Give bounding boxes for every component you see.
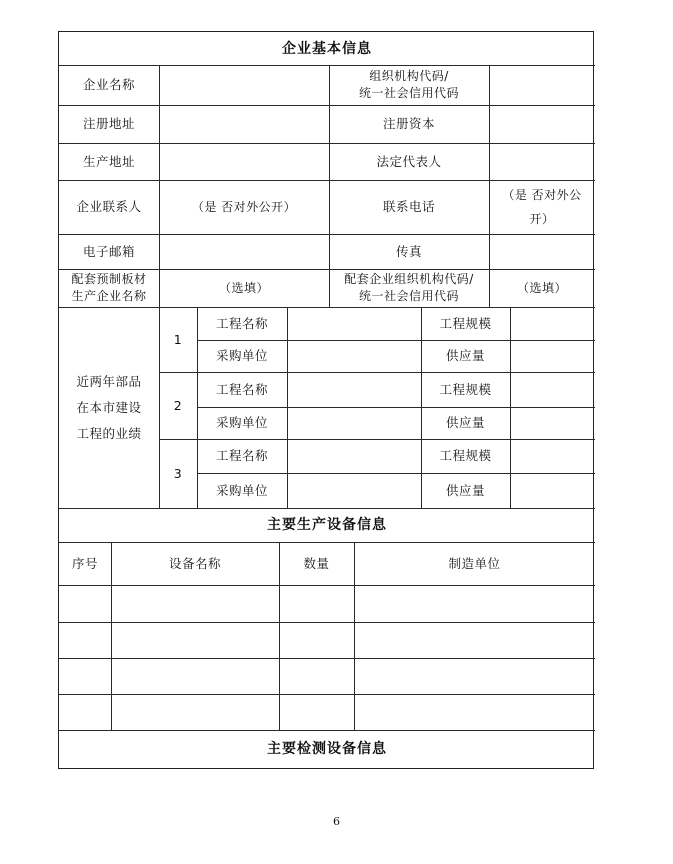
org-code-label: 组织机构代码/ 统一社会信用代码 bbox=[358, 69, 459, 100]
email-label: 电子邮箱 bbox=[82, 243, 135, 259]
registered-address-field[interactable] bbox=[159, 105, 329, 143]
project-name-field[interactable] bbox=[287, 439, 421, 473]
page-number: 6 bbox=[333, 815, 340, 828]
table-row-equipment-name[interactable] bbox=[111, 658, 279, 694]
buyer-field[interactable] bbox=[287, 340, 421, 372]
project-name-label: 工程名称 bbox=[215, 448, 268, 463]
buyer-label: 采购单位 bbox=[215, 482, 268, 498]
table-row-manufacturer[interactable] bbox=[354, 622, 595, 658]
column-header-index: 序号 bbox=[71, 555, 98, 571]
table-row-manufacturer[interactable] bbox=[354, 694, 595, 730]
table-row-index[interactable] bbox=[59, 622, 111, 658]
column-header-equipment-name: 设备名称 bbox=[168, 555, 221, 571]
supporting-company-label: 配套预制板材 生产企业名称 bbox=[71, 272, 147, 303]
project-name-field[interactable] bbox=[287, 372, 421, 407]
registered-address-label: 注册地址 bbox=[82, 116, 135, 131]
project-name-label: 工程名称 bbox=[215, 381, 268, 397]
supply-field[interactable] bbox=[510, 407, 595, 439]
performance-label: 近两年部品 在本市建设 工程的业绩 bbox=[76, 373, 142, 441]
supporting-company-field[interactable]: （选填） bbox=[218, 280, 269, 295]
project-scale-label: 工程规模 bbox=[439, 381, 492, 397]
supply-field[interactable] bbox=[510, 473, 595, 508]
registered-capital-label: 注册资本 bbox=[382, 116, 435, 131]
table-row-index[interactable] bbox=[59, 585, 111, 622]
contact-person-field[interactable]: （是 否对外公开） bbox=[191, 199, 297, 214]
legal-representative-field[interactable] bbox=[489, 143, 595, 180]
column-header-manufacturer: 制造单位 bbox=[448, 555, 501, 571]
supporting-org-code-label: 配套企业组织机构代码/ 统一社会信用代码 bbox=[344, 272, 474, 303]
project-scale-field[interactable] bbox=[510, 307, 595, 340]
phone-label: 联系电话 bbox=[382, 199, 435, 214]
project-scale-field[interactable] bbox=[510, 372, 595, 407]
buyer-label: 采购单位 bbox=[215, 415, 268, 430]
table-row-quantity[interactable] bbox=[279, 658, 354, 694]
table-row-quantity[interactable] bbox=[279, 694, 354, 730]
fax-label: 传真 bbox=[395, 243, 422, 259]
testing-equipment-title: 主要检测设备信息 bbox=[267, 741, 387, 757]
company-name-field[interactable] bbox=[159, 65, 329, 105]
performance-index: 2 bbox=[173, 397, 183, 413]
supply-field[interactable] bbox=[510, 340, 595, 372]
legal-representative-label: 法定代表人 bbox=[376, 153, 442, 169]
production-address-label: 生产地址 bbox=[82, 153, 135, 169]
enterprise-info-table bbox=[58, 31, 594, 769]
production-address-field[interactable] bbox=[159, 143, 329, 180]
production-equipment-title: 主要生产设备信息 bbox=[267, 517, 387, 533]
company-name-label: 企业名称 bbox=[82, 77, 135, 92]
fax-field[interactable] bbox=[489, 234, 595, 269]
table-row-index[interactable] bbox=[59, 694, 111, 730]
table-row-equipment-name[interactable] bbox=[111, 622, 279, 658]
buyer-field[interactable] bbox=[287, 473, 421, 508]
basic-info-title: 企业基本信息 bbox=[282, 40, 372, 57]
performance-index: 1 bbox=[173, 331, 183, 347]
project-name-label: 工程名称 bbox=[215, 315, 268, 331]
project-scale-label: 工程规模 bbox=[439, 448, 492, 463]
org-code-field[interactable] bbox=[489, 65, 595, 105]
column-header-quantity: 数量 bbox=[303, 555, 330, 571]
email-field[interactable] bbox=[159, 234, 329, 269]
table-row-equipment-name[interactable] bbox=[111, 585, 279, 622]
table-row-manufacturer[interactable] bbox=[354, 585, 595, 622]
table-row-equipment-name[interactable] bbox=[111, 694, 279, 730]
contact-person-label: 企业联系人 bbox=[76, 199, 142, 214]
buyer-label: 采购单位 bbox=[215, 348, 268, 363]
table-row-quantity[interactable] bbox=[279, 585, 354, 622]
project-scale-label: 工程规模 bbox=[439, 315, 492, 331]
performance-index: 3 bbox=[173, 465, 183, 481]
buyer-field[interactable] bbox=[287, 407, 421, 439]
table-row-quantity[interactable] bbox=[279, 622, 354, 658]
supporting-org-code-field[interactable]: （选填） bbox=[516, 280, 567, 295]
registered-capital-field[interactable] bbox=[489, 105, 595, 143]
project-scale-field[interactable] bbox=[510, 439, 595, 473]
supply-label: 供应量 bbox=[445, 348, 485, 363]
phone-field[interactable]: （是 否对外公 开） bbox=[502, 188, 582, 226]
supply-label: 供应量 bbox=[445, 482, 485, 498]
table-row-index[interactable] bbox=[59, 658, 111, 694]
project-name-field[interactable] bbox=[287, 307, 421, 340]
supply-label: 供应量 bbox=[445, 415, 485, 430]
table-row-manufacturer[interactable] bbox=[354, 658, 595, 694]
